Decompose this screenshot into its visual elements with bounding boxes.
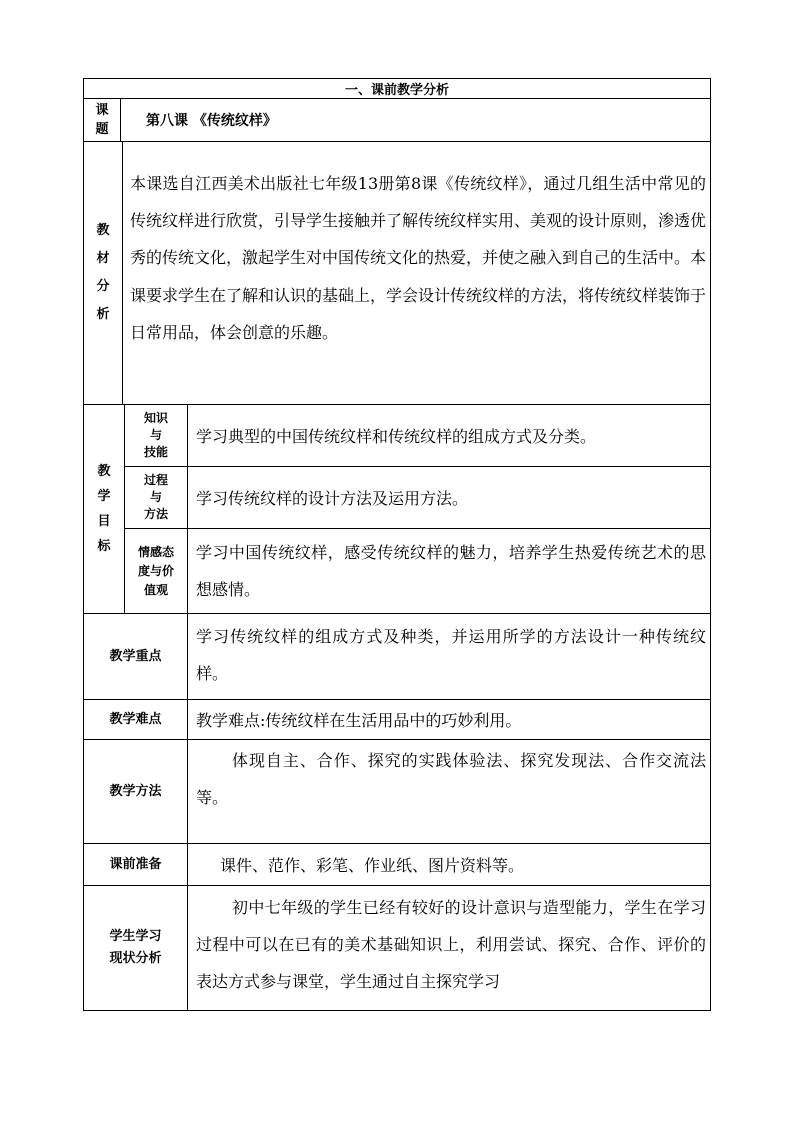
preparation-text: 课件、范作、彩笔、作业纸、图片资料等。 <box>220 856 525 875</box>
row-divider <box>124 528 711 529</box>
goal-sublabel-line: 过程 <box>143 473 168 487</box>
goal-knowledge-text: 学习典型的中国传统纹样和传统纹样的组成方式及分类。 <box>196 427 597 446</box>
key-points-label: 教学重点 <box>109 648 162 664</box>
table-border-right <box>710 78 711 1011</box>
goals-label-char: 目 <box>97 514 111 529</box>
goal-sublabel-line: 技能 <box>143 445 168 459</box>
goal-sublabel-line: 度与价 <box>137 563 174 578</box>
material-label-char: 教 <box>96 223 110 238</box>
goals-label <box>84 405 124 613</box>
goal-sublabel-line: 方法 <box>143 507 168 521</box>
column-divider <box>120 98 121 141</box>
goal-emotion-label <box>125 529 187 613</box>
table-border-bottom <box>83 1010 711 1011</box>
goal-sublabel-line: 与 <box>149 428 162 442</box>
table-header: 一、课前教学分析 <box>344 83 449 98</box>
goal-process-label <box>125 467 187 528</box>
goal-emotion-text: 学习中国传统纹样，感受传统纹样的魅力，培养学生热爱传统艺术的思想感情。 <box>196 543 706 599</box>
column-divider <box>122 141 123 404</box>
goal-sublabel-line: 值观 <box>143 582 168 597</box>
difficulties-label: 教学难点 <box>109 711 162 727</box>
goal-sublabel-line: 情感态 <box>137 544 174 559</box>
goals-label-char: 学 <box>97 489 111 504</box>
column-divider <box>187 404 188 613</box>
material-label-char: 分 <box>96 279 110 294</box>
goal-sublabel-line: 知识 <box>143 411 168 425</box>
row-divider <box>83 141 711 142</box>
preparation-label: 课前准备 <box>109 856 162 872</box>
goal-sublabel-line: 与 <box>149 490 162 504</box>
students-label-line: 现状分析 <box>109 951 162 966</box>
goal-process-text: 学习传统纹样的设计方法及运用方法。 <box>196 489 469 508</box>
material-label-char: 材 <box>96 251 110 266</box>
students-analysis-text: 初中七年级的学生已经有较好的设计意识与造型能力，学生在学习过程中可以在已有的美术基础知识上，利用尝试、探究、合作、评价的表达方式参与课堂，学生通过自主探究学习 <box>196 898 706 991</box>
methods-text: 体现自主、合作、探究的实践体验法、探究发现法、合作交流法等。 <box>196 751 706 807</box>
lesson-label-char: 题 <box>95 122 109 137</box>
goal-knowledge-label <box>125 405 187 466</box>
material-label-char: 析 <box>96 307 110 322</box>
difficulties-text: 教学难点:传统纹样在生活用品中的巧妙利用。 <box>196 711 522 730</box>
key-points-text: 学习传统纹样的组成方式及种类，并运用所学的方法设计一种传统纹样。 <box>196 627 706 683</box>
column-divider <box>187 613 188 1010</box>
students-label-line: 学生学习 <box>109 929 162 944</box>
goals-label-char: 教 <box>97 464 111 479</box>
lesson-label-char: 课 <box>95 103 109 118</box>
students-label <box>84 886 187 1010</box>
lesson-label <box>84 99 120 141</box>
methods-label: 教学方法 <box>109 783 162 799</box>
lesson-title: 第八课 《传统纹样》 <box>146 113 277 129</box>
goals-label-char: 标 <box>97 539 111 554</box>
material-label <box>84 142 122 404</box>
material-analysis-text: 本课选自江西美术出版社七年级13册第8课《传统纹样》，通过几组生活中常见的传统纹样进行欣赏，引导学生接触并了解传统纹样实用、美观的设计原则，渗透优秀的传统文化，激起学生对中国传统文化的热爱，并使之融入到自己的生活中。本课要求学生在了解和认识的基础上，学会设计传统纹样的方法，将传统纹样装饰于日常用品，体会创意的乐趣。 <box>130 174 707 342</box>
